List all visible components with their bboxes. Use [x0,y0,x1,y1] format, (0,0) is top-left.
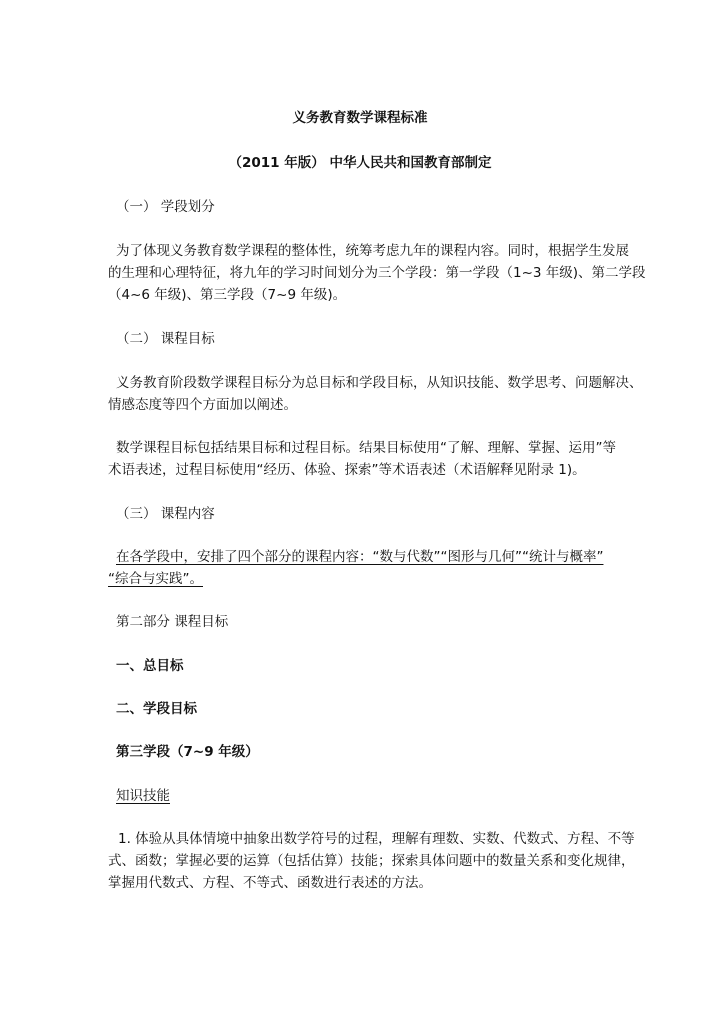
heading-stage-goals: 二、学段目标 [116,701,197,717]
paragraph-line: 为了体现义务教育数学课程的整体性，统筹考虑九年的课程内容。同时，根据学生发展 [116,243,629,259]
list-item-line: 式、函数；掌握必要的运算（包括估算）技能；探索具体问题中的数量关系和变化规律， [108,853,635,869]
paragraph-line: 情感态度等四个方面加以阐述。 [108,397,297,413]
list-item-line: 1. 体验从具体情境中抽象出数学符号的过程，理解有理数、实数、代数式、方程、不等 [118,831,635,847]
heading-knowledge-skills: 知识技能 [116,788,170,804]
paragraph-line-underlined: 在各学段中，安排了四个部分的课程内容：“数与代数”“图形与几何”“统计与概率” [116,549,604,565]
heading-total-goals: 一、总目标 [116,658,184,674]
part-heading: 第二部分 课程目标 [116,614,229,630]
paragraph-line-underlined: “综合与实践”。 [108,571,203,587]
heading-third-stage: 第三学段（7~9 年级） [116,744,259,760]
paragraph-line: 数学课程目标包括结果目标和过程目标。结果目标使用“了解、理解、掌握、运用”等 [116,440,616,456]
doc-subtitle: （2011 年版） 中华人民共和国教育部制定 [228,155,492,171]
section-heading-course-content: （三） 课程内容 [116,506,215,522]
section-heading-course-goals: （二） 课程目标 [116,331,215,347]
list-item-line: 掌握用代数式、方程、不等式、函数进行表述的方法。 [108,875,432,891]
paragraph-line: （4~6 年级)、第三学段（7~9 年级)。 [108,287,347,303]
paragraph-line: 义务教育阶段数学课程目标分为总目标和学段目标，从知识技能、数学思考、问题解决、 [116,375,643,391]
section-heading-stage-division: （一） 学段划分 [116,199,215,215]
paragraph-line: 的生理和心理特征，将九年的学习时间划分为三个学段：第一学段（1~3 年级)、第二学段 [108,265,646,281]
doc-title: 义务教育数学课程标准 [292,110,428,126]
paragraph-line: 术语表述，过程目标使用“经历、体验、探索”等术语表述（术语解释见附录 1)。 [108,462,586,478]
